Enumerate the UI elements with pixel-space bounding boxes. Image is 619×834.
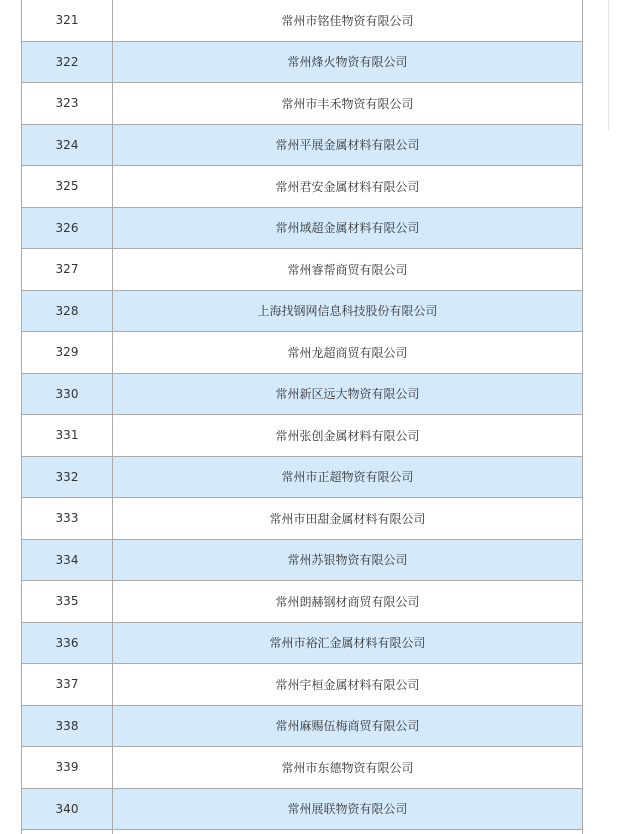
table-row [22, 622, 583, 664]
row-number: 330 [22, 373, 113, 415]
table-body [22, 0, 583, 834]
company-name: 常州展联物资有限公司 [113, 788, 583, 830]
company-name: 常州市丰禾物资有限公司 [113, 83, 583, 125]
company-name: 常州市东德物资有限公司 [113, 747, 583, 789]
company-table [21, 0, 583, 834]
company-name: 常州烽火物资有限公司 [113, 41, 583, 83]
row-number: 334 [22, 539, 113, 581]
table-row [22, 705, 583, 747]
row-number [22, 830, 113, 834]
table-row [22, 290, 583, 332]
row-number: 326 [22, 207, 113, 249]
table-row [22, 747, 583, 789]
row-number: 328 [22, 290, 113, 332]
company-name: 常州市正超物资有限公司 [113, 456, 583, 498]
company-name: 常州新区远大物资有限公司 [113, 373, 583, 415]
company-name: 常州宇桓金属材料有限公司 [113, 664, 583, 706]
company-name [113, 830, 583, 834]
company-name: 常州域超金属材料有限公司 [113, 207, 583, 249]
company-name: 上海找钢网信息科技股份有限公司 [113, 290, 583, 332]
row-number: 335 [22, 581, 113, 623]
row-number: 337 [22, 664, 113, 706]
row-number: 329 [22, 332, 113, 374]
table-row [22, 498, 583, 540]
table-row [22, 788, 583, 830]
table-row [22, 83, 583, 125]
company-name: 常州麻赐伍梅商贸有限公司 [113, 705, 583, 747]
row-number: 325 [22, 166, 113, 208]
table-row [22, 124, 583, 166]
table-row [22, 373, 583, 415]
company-name: 常州睿帮商贸有限公司 [113, 249, 583, 291]
row-number: 331 [22, 415, 113, 457]
table-row [22, 249, 583, 291]
company-name: 常州苏银物资有限公司 [113, 539, 583, 581]
table-row [22, 415, 583, 457]
company-name: 常州市裕汇金属材料有限公司 [113, 622, 583, 664]
table-row [22, 41, 583, 83]
table-row [22, 0, 583, 41]
row-number: 340 [22, 788, 113, 830]
company-name: 常州市铭佳物资有限公司 [113, 0, 583, 41]
table-row [22, 581, 583, 623]
table-row [22, 166, 583, 208]
company-name: 常州张创金属材料有限公司 [113, 415, 583, 457]
company-name: 常州龙超商贸有限公司 [113, 332, 583, 374]
table-row [22, 664, 583, 706]
row-number: 324 [22, 124, 113, 166]
table-row [22, 539, 583, 581]
row-number: 333 [22, 498, 113, 540]
table-row [22, 332, 583, 374]
row-number: 338 [22, 705, 113, 747]
company-name: 常州平展金属材料有限公司 [113, 124, 583, 166]
table-row [22, 830, 583, 834]
row-number: 323 [22, 83, 113, 125]
row-number: 321 [22, 0, 113, 41]
table-row [22, 207, 583, 249]
company-name: 常州君安金属材料有限公司 [113, 166, 583, 208]
row-number: 332 [22, 456, 113, 498]
row-number: 322 [22, 41, 113, 83]
row-number: 336 [22, 622, 113, 664]
scrollbar-edge [608, 0, 609, 130]
row-number: 327 [22, 249, 113, 291]
company-name: 常州市田甜金属材料有限公司 [113, 498, 583, 540]
company-name: 常州朗赫钢材商贸有限公司 [113, 581, 583, 623]
table-row [22, 456, 583, 498]
row-number: 339 [22, 747, 113, 789]
